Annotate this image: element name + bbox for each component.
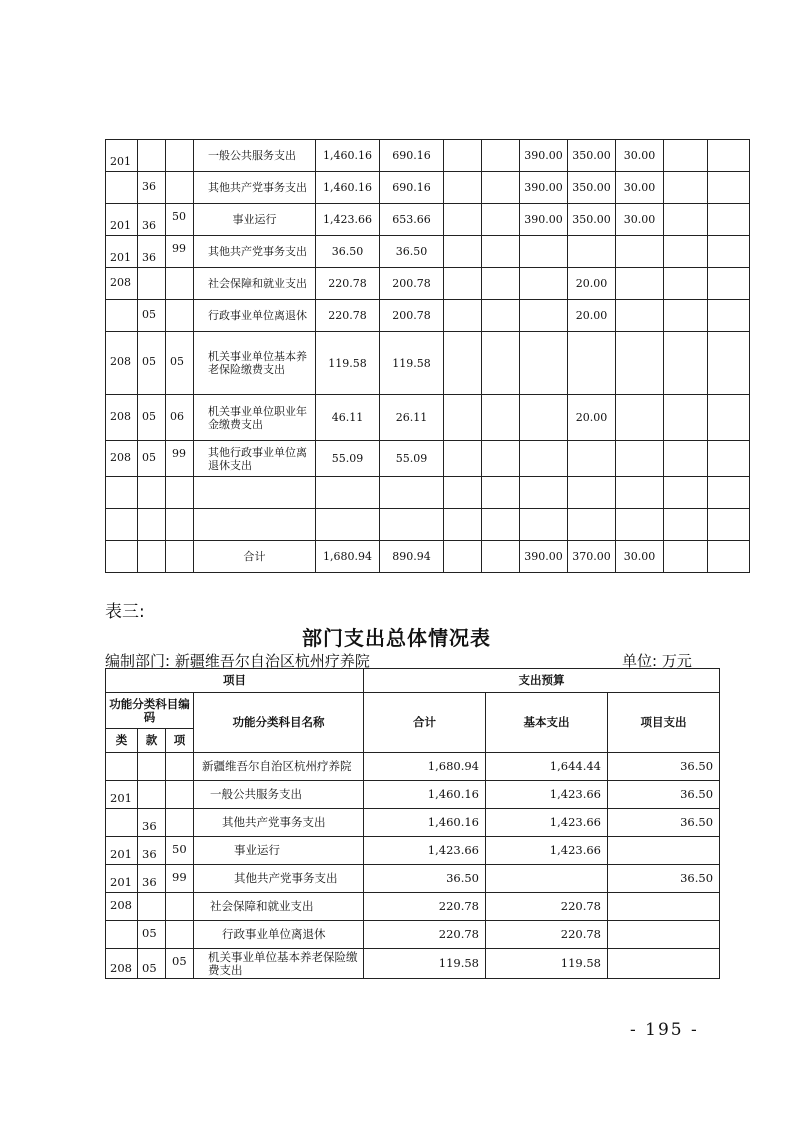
cell-total: 220.78 <box>316 268 380 300</box>
cell-empty <box>482 236 520 268</box>
cell-xiang <box>166 893 194 921</box>
header-code: 功能分类科目编码 <box>106 693 194 729</box>
cell-empty <box>708 300 750 332</box>
cell-empty <box>482 172 520 204</box>
cell-lei: 201 <box>106 204 138 236</box>
cell-basic <box>486 865 608 893</box>
cell-lei: 208 <box>106 441 138 477</box>
table-row <box>106 865 720 893</box>
cell-basic: 220.78 <box>486 893 608 921</box>
cell-empty <box>444 268 482 300</box>
cell-kuan: 05 <box>138 395 166 441</box>
cell-empty <box>444 140 482 172</box>
cell-empty <box>708 395 750 441</box>
cell-lei: 208 <box>106 395 138 441</box>
cell-xiang <box>166 921 194 949</box>
cell-empty <box>444 204 482 236</box>
cell-kuan <box>138 893 166 921</box>
table-row <box>106 781 720 809</box>
cell-name: 一般公共服务支出 <box>194 140 316 172</box>
cell-item: 36.50 <box>608 809 720 837</box>
cell-value <box>520 395 568 441</box>
cell-kuan <box>138 268 166 300</box>
cell-lei <box>106 172 138 204</box>
table-row <box>106 441 750 477</box>
cell-kuan <box>138 753 166 781</box>
cell-value <box>568 236 616 268</box>
cell-value: 390.00 <box>520 140 568 172</box>
cell-name: 其他行政事业单位离退休支出 <box>194 441 316 477</box>
cell-basic: 200.78 <box>380 268 444 300</box>
cell-empty <box>664 332 708 395</box>
cell-total: 220.78 <box>364 921 486 949</box>
cell-value: 20.00 <box>568 268 616 300</box>
expenditure-table-continued <box>105 139 750 573</box>
cell-name: 行政事业单位离退休 <box>194 921 364 949</box>
table-row <box>106 172 750 204</box>
table-total-row <box>106 541 750 573</box>
table-row <box>106 837 720 865</box>
cell-value: 350.00 <box>568 204 616 236</box>
cell-name: 社会保障和就业支出 <box>194 268 316 300</box>
cell-total: 36.50 <box>316 236 380 268</box>
cell-basic: 36.50 <box>380 236 444 268</box>
cell-empty <box>482 395 520 441</box>
cell-value <box>520 332 568 395</box>
cell-lei: 208 <box>106 332 138 395</box>
cell-basic: 890.94 <box>380 541 444 573</box>
cell-value: 390.00 <box>520 172 568 204</box>
cell-kuan: 05 <box>138 921 166 949</box>
cell-item <box>608 837 720 865</box>
cell-total: 220.78 <box>316 300 380 332</box>
cell-lei: 201 <box>106 140 138 172</box>
cell-value <box>616 441 664 477</box>
cell-kuan: 36 <box>138 809 166 837</box>
cell-name: 事业运行 <box>194 837 364 865</box>
section-label: 表三: <box>105 602 145 622</box>
cell-xiang: 99 <box>166 865 194 893</box>
total-label: 合计 <box>194 541 316 573</box>
cell-basic: 1,423.66 <box>486 781 608 809</box>
cell-kuan: 36 <box>138 837 166 865</box>
table-row <box>106 921 720 949</box>
cell-basic: 653.66 <box>380 204 444 236</box>
cell-kuan: 36 <box>138 204 166 236</box>
header-name: 功能分类科目名称 <box>194 693 364 753</box>
cell-name: 机关事业单位基本养老保险缴费支出 <box>194 332 316 395</box>
cell-basic: 690.16 <box>380 140 444 172</box>
cell-basic: 55.09 <box>380 441 444 477</box>
cell-xiang: 05 <box>166 949 194 979</box>
cell-value: 370.00 <box>568 541 616 573</box>
cell-empty <box>444 300 482 332</box>
header-xiang: 项 <box>166 729 194 753</box>
cell-lei: 208 <box>106 949 138 979</box>
cell-lei: 208 <box>106 268 138 300</box>
cell-total: 1,460.16 <box>316 172 380 204</box>
cell-item <box>608 949 720 979</box>
cell-empty <box>444 441 482 477</box>
cell-value: 30.00 <box>616 172 664 204</box>
cell-lei: 201 <box>106 865 138 893</box>
cell-total: 220.78 <box>364 893 486 921</box>
cell-empty <box>664 140 708 172</box>
cell-value <box>616 395 664 441</box>
cell-xiang <box>166 140 194 172</box>
cell-name: 机关事业单位职业年金缴费支出 <box>194 395 316 441</box>
cell-total: 1,423.66 <box>364 837 486 865</box>
cell-item <box>608 921 720 949</box>
cell-empty <box>664 268 708 300</box>
cell-value <box>616 300 664 332</box>
cell-value <box>616 236 664 268</box>
cell-basic: 690.16 <box>380 172 444 204</box>
table-row <box>106 300 750 332</box>
cell-empty <box>444 172 482 204</box>
cell-kuan <box>138 140 166 172</box>
cell-xiang: 06 <box>166 395 194 441</box>
table-row <box>106 268 750 300</box>
cell-value: 390.00 <box>520 541 568 573</box>
cell-name: 机关事业单位基本养老保险缴费支出 <box>194 949 364 979</box>
cell-total: 1,460.16 <box>316 140 380 172</box>
header-kuan: 款 <box>138 729 166 753</box>
cell-xiang: 50 <box>166 204 194 236</box>
cell-xiang <box>166 300 194 332</box>
cell-value <box>520 236 568 268</box>
dept-label: 编制部门: 新疆维吾尔自治区杭州疗养院 <box>105 652 370 670</box>
table-row <box>106 753 720 781</box>
cell-value <box>520 268 568 300</box>
cell-value <box>520 441 568 477</box>
cell-empty <box>664 395 708 441</box>
cell-total: 36.50 <box>364 865 486 893</box>
header-basic: 基本支出 <box>486 693 608 753</box>
cell-kuan: 05 <box>138 332 166 395</box>
table-row <box>106 140 750 172</box>
cell-xiang <box>166 172 194 204</box>
cell-xiang <box>166 809 194 837</box>
cell-xiang: 50 <box>166 837 194 865</box>
cell-item: 36.50 <box>608 781 720 809</box>
cell-value: 390.00 <box>520 204 568 236</box>
cell-kuan <box>138 781 166 809</box>
header-lei: 类 <box>106 729 138 753</box>
cell-kuan: 05 <box>138 949 166 979</box>
cell-total: 119.58 <box>364 949 486 979</box>
cell-name: 行政事业单位离退休 <box>194 300 316 332</box>
table-row-empty <box>106 477 750 509</box>
cell-empty <box>664 441 708 477</box>
cell-empty <box>664 172 708 204</box>
page-title: 部门支出总体情况表 <box>302 626 491 650</box>
cell-empty <box>482 441 520 477</box>
cell-empty <box>444 236 482 268</box>
cell-lei <box>106 809 138 837</box>
table-row <box>106 893 720 921</box>
cell-empty <box>708 268 750 300</box>
cell-basic: 26.11 <box>380 395 444 441</box>
cell-total: 1,460.16 <box>364 809 486 837</box>
cell-empty <box>444 332 482 395</box>
cell-lei <box>106 753 138 781</box>
table-row <box>106 204 750 236</box>
cell-xiang: 05 <box>166 332 194 395</box>
cell-empty <box>708 140 750 172</box>
header-budget: 支出预算 <box>364 669 720 693</box>
cell-lei: 201 <box>106 781 138 809</box>
cell-total: 1,460.16 <box>364 781 486 809</box>
cell-item <box>608 893 720 921</box>
cell-xiang <box>166 268 194 300</box>
cell-empty <box>482 140 520 172</box>
cell-value: 350.00 <box>568 172 616 204</box>
cell-total: 1,680.94 <box>364 753 486 781</box>
expenditure-summary-table <box>105 668 720 979</box>
unit-label: 单位: 万元 <box>622 652 692 670</box>
cell-lei: 208 <box>106 893 138 921</box>
cell-value <box>616 268 664 300</box>
cell-basic: 119.58 <box>380 332 444 395</box>
cell-name: 其他共产党事务支出 <box>194 172 316 204</box>
table-row <box>106 395 750 441</box>
cell-value <box>616 332 664 395</box>
cell-empty <box>444 395 482 441</box>
cell-empty <box>708 236 750 268</box>
cell-empty <box>482 332 520 395</box>
cell-value: 20.00 <box>568 395 616 441</box>
cell-empty <box>664 236 708 268</box>
cell-value: 30.00 <box>616 541 664 573</box>
cell-basic: 220.78 <box>486 921 608 949</box>
cell-empty <box>482 268 520 300</box>
cell-value: 350.00 <box>568 140 616 172</box>
cell-total: 55.09 <box>316 441 380 477</box>
cell-lei <box>106 921 138 949</box>
cell-empty <box>708 172 750 204</box>
cell-basic: 1,423.66 <box>486 837 608 865</box>
cell-basic: 1,644.44 <box>486 753 608 781</box>
table-row <box>106 949 720 979</box>
cell-basic: 200.78 <box>380 300 444 332</box>
cell-item: 36.50 <box>608 865 720 893</box>
cell-kuan: 05 <box>138 441 166 477</box>
cell-lei <box>106 300 138 332</box>
cell-name: 其他共产党事务支出 <box>194 865 364 893</box>
cell-basic: 1,423.66 <box>486 809 608 837</box>
cell-xiang <box>166 753 194 781</box>
cell-lei: 201 <box>106 837 138 865</box>
cell-name: 新疆维吾尔自治区杭州疗养院 <box>194 753 364 781</box>
cell-kuan: 36 <box>138 236 166 268</box>
cell-xiang: 99 <box>166 236 194 268</box>
cell-total: 1,680.94 <box>316 541 380 573</box>
header-total: 合计 <box>364 693 486 753</box>
cell-value: 30.00 <box>616 204 664 236</box>
header-project: 项目 <box>106 669 364 693</box>
cell-name: 其他共产党事务支出 <box>194 236 316 268</box>
header-item: 项目支出 <box>608 693 720 753</box>
page-number: - 195 - <box>630 1020 699 1040</box>
table-row <box>106 332 750 395</box>
cell-xiang: 99 <box>166 441 194 477</box>
cell-value: 20.00 <box>568 300 616 332</box>
cell-total: 119.58 <box>316 332 380 395</box>
cell-total: 46.11 <box>316 395 380 441</box>
cell-item: 36.50 <box>608 753 720 781</box>
cell-kuan: 36 <box>138 865 166 893</box>
cell-name: 其他共产党事务支出 <box>194 809 364 837</box>
cell-total: 1,423.66 <box>316 204 380 236</box>
cell-name: 社会保障和就业支出 <box>194 893 364 921</box>
cell-empty <box>708 204 750 236</box>
table-row <box>106 809 720 837</box>
cell-value <box>520 300 568 332</box>
cell-value <box>568 441 616 477</box>
cell-name: 事业运行 <box>194 204 316 236</box>
cell-empty <box>708 441 750 477</box>
cell-value <box>568 332 616 395</box>
cell-basic: 119.58 <box>486 949 608 979</box>
cell-name: 一般公共服务支出 <box>194 781 364 809</box>
cell-kuan: 36 <box>138 172 166 204</box>
cell-empty <box>482 204 520 236</box>
cell-value: 30.00 <box>616 140 664 172</box>
cell-xiang <box>166 781 194 809</box>
cell-kuan: 05 <box>138 300 166 332</box>
cell-lei: 201 <box>106 236 138 268</box>
cell-empty <box>482 300 520 332</box>
table-row <box>106 236 750 268</box>
table-row-empty <box>106 509 750 541</box>
cell-empty <box>664 300 708 332</box>
cell-empty <box>708 332 750 395</box>
cell-empty <box>664 204 708 236</box>
